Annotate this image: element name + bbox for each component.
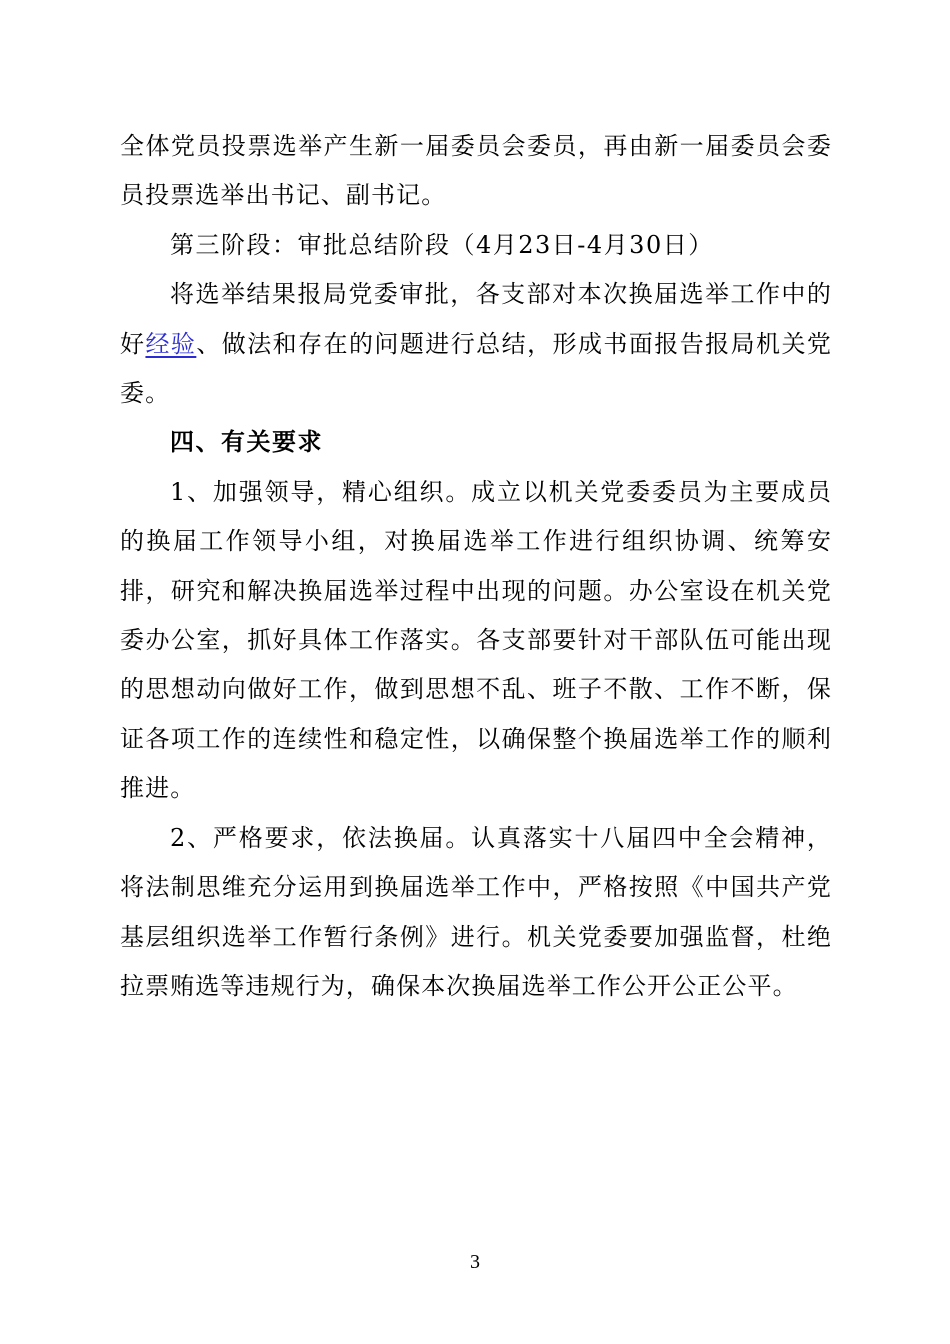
requirement-item-2: 2、严格要求，依法换届。认真落实十八届四中全会精神，将法制思维充分运用到换届选举工作中，严格按照《中国共产党基层组织选举工作暂行条例》进行。机关党委要加强监督，杜绝拉票贿选等违规行为，确保本次换届选举工作公开公正公平。: [120, 823, 832, 1000]
document-body: [120, 122, 832, 1011]
experience-link[interactable]: 经验: [145, 329, 197, 358]
stage-three-heading: 第三阶段：审批总结阶段（4月23日-4月30日）: [170, 230, 714, 259]
page-number: 3: [470, 1251, 480, 1273]
requirement-item-1: 1、加强领导，精心组织。成立以机关党委委员为主要成员的换届工作领导小组，对换届选举工作进行组织协调、统筹安排，研究和解决换届选举过程中出现的问题。办公室设在机关党委办公室，抓好具体工作落实。各支部要针对干部队伍可能出现的思想动向做好工作，做到思想不乱、班子不散、工作不断，保证各项工作的连续性和稳定性，以确保整个换届选举工作的顺利推进。: [120, 477, 832, 803]
section-heading-requirements: 四、有关要求: [170, 428, 323, 457]
paragraph-text-after-link: 、做法和存在的问题进行总结，形成书面报告报局机关党委。: [120, 329, 833, 408]
paragraph-election-process: 全体党员投票选举产生新一届委员会委员，再由新一届委员会委员投票选举出书记、副书记。: [120, 132, 832, 210]
paragraph-approval-summary: [120, 270, 832, 418]
paragraph-text-before-link: 将选举结果报局党委审批，各支部对本次换届选举工作中的好: [120, 280, 832, 358]
